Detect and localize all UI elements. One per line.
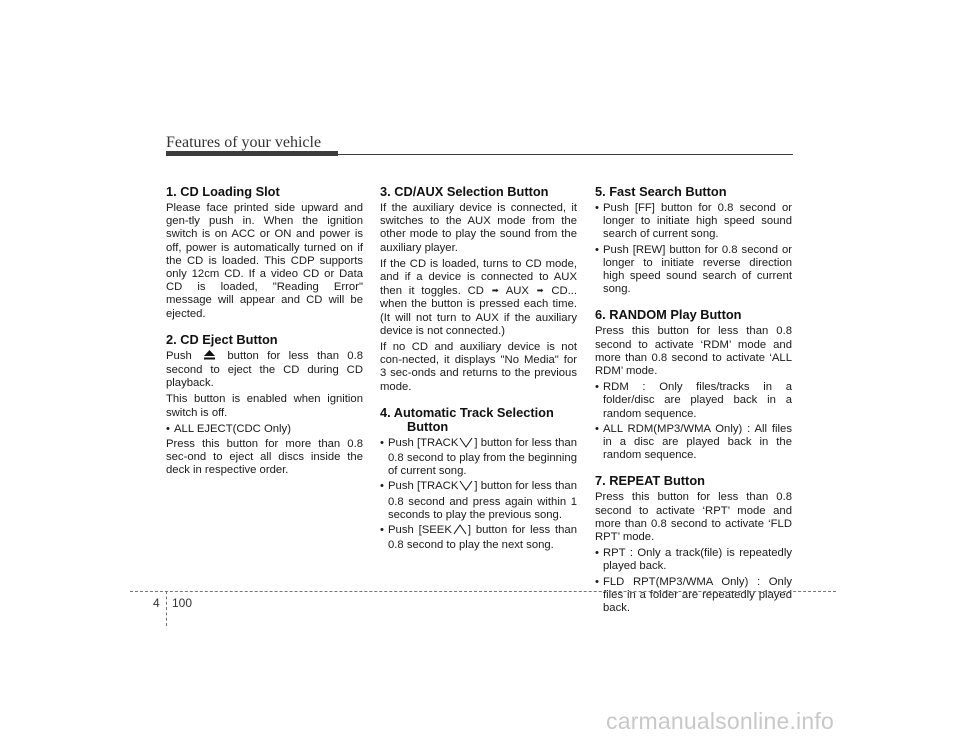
section-cd-eject-button <box>166 333 363 478</box>
watermark: carmanualsonline.info <box>606 708 834 734</box>
section-title: 1. CD Loading Slot <box>166 184 280 199</box>
section-random-play <box>595 308 792 462</box>
chevron-down-icon <box>459 480 473 495</box>
chapter-number: 4 <box>153 596 160 610</box>
section-title: 5. Fast Search Button <box>595 184 727 199</box>
bullet-icon: • <box>595 243 599 256</box>
paragraph: Press this button for more than 0.8 sec-ond to eject all discs inside the deck in respective order. <box>166 438 363 477</box>
section-automatic-track-selection <box>380 406 577 553</box>
text: Push <box>166 349 192 362</box>
arrow-right-icon: ➡ <box>536 286 544 296</box>
arrow-right-icon: ➡ <box>491 286 499 296</box>
paragraph <box>380 258 577 338</box>
list-item: • Push [FF] button for 0.8 second or longer to initiate high speed sound search of current song. <box>595 202 792 241</box>
section-title: 7. REPEAT Button <box>595 473 705 489</box>
text: CD... when the button is pressed each time.(It will not turn to AUX if the auxiliary device is not connected.) <box>380 285 578 337</box>
list-item: • Push [REW] button for 0.8 second or longer to initiate reverse direction high speed sound search of current song. <box>595 243 792 296</box>
list-item: • ALL RDM(MP3/WMA Only) : All files in a disc are played back in the random sequence. <box>595 422 792 462</box>
bullet-icon: • <box>380 480 384 493</box>
text: AUX <box>505 285 529 298</box>
section-title: 3. CD/AUX Selection Button <box>380 184 549 199</box>
header-rule-thin <box>338 154 793 155</box>
section-repeat <box>595 474 792 615</box>
text: button for less than 0.8 second to eject the CD during CD playback. <box>166 349 363 390</box>
footer-vertical-divider <box>166 591 167 626</box>
section-title: 2. CD Eject Button <box>166 331 278 347</box>
list-item: • RPT : Only a track(file) is repeatedly played back. <box>595 547 792 573</box>
section-title: 6. RANDOM Play Button <box>595 307 742 323</box>
bullet-icon: • <box>595 381 599 394</box>
footer-divider <box>130 591 836 592</box>
list-item: • RDM : Only files/tracks in a folder/disc are played back in a random sequence. <box>595 381 792 420</box>
bullet-icon: • <box>166 422 170 435</box>
bullet-icon: • <box>595 202 599 214</box>
list-item: • ALL EJECT(CDC Only) <box>166 422 291 435</box>
list-item: • Push [TRACK ] button for less than 0.8 second and press again within 1 seconds to play the previous song. <box>380 480 577 521</box>
bullet-icon: • <box>595 575 599 588</box>
paragraph <box>166 350 363 391</box>
chevron-up-icon <box>453 524 467 539</box>
column-3 <box>595 185 792 627</box>
paragraph: Please face printed side upward and gen-tly push in. When the ignition switch is on ACC or ON and power is off, power is automatically turned on if the CD is loaded. This CDP supports only 12cm CD. If a video CD or Data CD is loaded, "Reading Error" message will appear and CD will be ejected. <box>166 202 363 320</box>
column-1 <box>166 185 363 490</box>
bullet-icon: • <box>380 524 384 537</box>
list-item: • FLD RPT(MP3/WMA Only) : Only files in a folder are repeatedly played back. <box>595 575 792 615</box>
section-cd-aux-selection <box>380 185 577 394</box>
paragraph: This button is enabled when ignition switch is off. <box>166 393 363 419</box>
section-cd-loading-slot <box>166 185 363 321</box>
text: If the CD is loaded, turns to CD mode, and if a device is connected to AUX then it toggles. CD <box>380 257 577 298</box>
section-title: 4. Automatic Track Selection Button <box>380 404 554 434</box>
page-number: 100 <box>172 596 193 610</box>
page-header-title: Features of your vehicle <box>166 134 322 151</box>
bullet-icon: • <box>380 436 384 449</box>
bullet-icon: • <box>595 422 599 435</box>
section-fast-search <box>595 185 792 296</box>
list-item: • Push [SEEK ] button for less than 0.8 second to play the next song. <box>380 524 577 552</box>
bullet-icon: • <box>595 547 599 560</box>
header-rule-thick <box>166 151 338 156</box>
paragraph: Press this button for less than 0.8 second to activate ‘RDM’ mode and more than 0.8 second to activate ‘ALL RDM’ mode. <box>595 325 792 378</box>
paragraph: Press this button for less than 0.8 second to activate ‘RPT’ mode and more than 0.8 second to activate ‘FLD RPT’ mode. <box>595 491 792 544</box>
paragraph: If the auxiliary device is connected, it switches to the AUX mode from the other mode to play the sound from the auxiliary player. <box>380 202 577 254</box>
column-2 <box>380 185 577 564</box>
paragraph: If no CD and auxiliary device is not con-nected, it displays "No Media" for 3 sec-onds and returns to the previous mode. <box>380 341 577 393</box>
chevron-down-icon <box>459 437 473 452</box>
eject-icon <box>204 350 215 364</box>
list-item: • Push [TRACK ] button for less than 0.8 second to play from the beginning of current song. <box>380 436 577 478</box>
